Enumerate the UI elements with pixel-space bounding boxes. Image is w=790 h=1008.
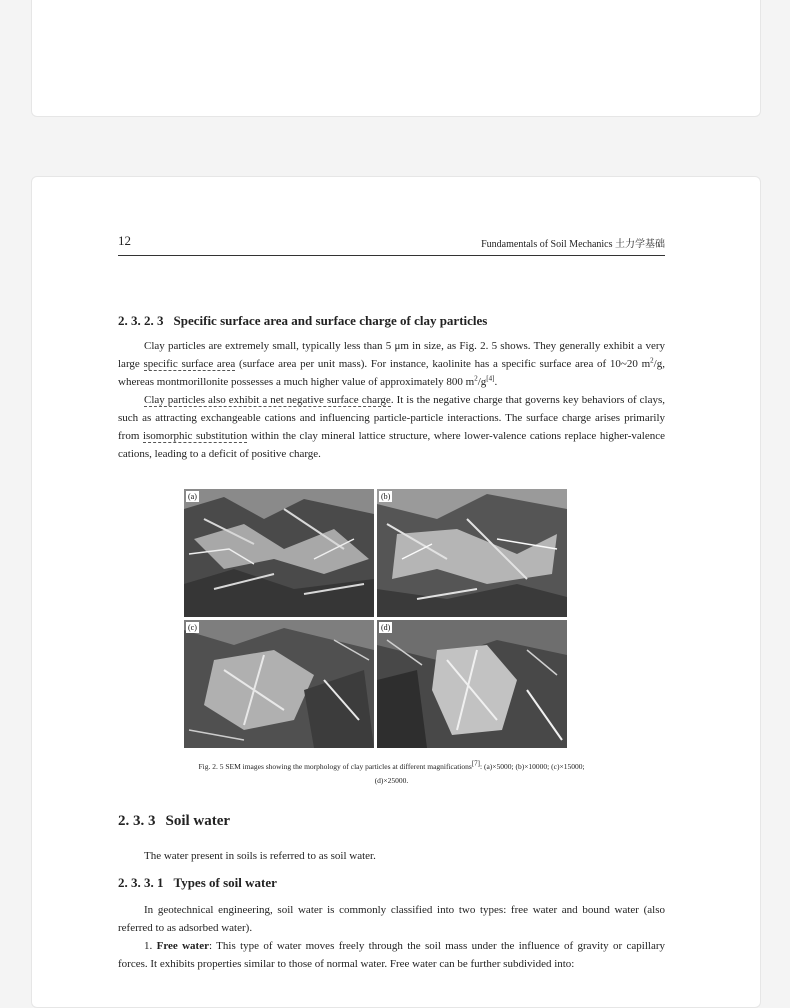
term-specific-surface-area: specific surface area [143,358,236,370]
paragraph-soil-water: The water present in soils is referred to as soil water. [144,850,376,862]
paragraph-free-water: 1. Free water: This type of water moves freely through the soil mass under the influence of gravity or capillary forces. It exhibits properties similar to those of normal water. Free water can be further subdivided into: [118,940,666,970]
page-header [118,233,665,256]
term-negative-surface-charge: Clay particles also exhibit a net negative surface charge [144,394,391,406]
panel-label: (b) [381,492,391,501]
paragraph-surface-charge: Clay particles also exhibit a net negative surface charge. It is the negative charge that governs key behaviors of clays, such as attracting exchangeable cations and influencing particle-particle interactions. The surface charge arises primarily from isomorphic substitution within the clay mineral lattice structure, where lower-valence cations replace higher-valence cations, leading to a deficit of positive charge. [118,394,665,460]
paragraph-types: In geotechnical engineering, soil water is commonly classified into two types: free water and bound water (also referred to as adsorbed water). [118,904,665,934]
running-title: Fundamentals of Soil Mechanics 土力学基础 [481,239,665,250]
section-body-2323 [118,337,665,463]
section-number: 2. 3. 2. 3 [118,313,164,328]
section-title: Soil water [165,813,231,829]
sem-figure [184,489,568,750]
section-body-2331 [118,901,665,973]
panel-label: (a) [188,492,197,501]
citation: [4] [486,374,495,383]
section-number: 2. 3. 3. 1 [118,875,164,890]
page-number: 12 [118,233,131,248]
term-free-water: Free water [156,940,209,952]
term-isomorphic-substitution: isomorphic substitution [142,430,248,442]
panel-label: (d) [381,623,391,632]
sem-image-a [184,489,374,617]
panel-label: (c) [188,623,197,632]
figure-caption: Fig. 2. 5 SEM images showing the morphology of clay particles at different magnifications[7]: (a)×5000; (b)×10000; (c)×15000; (d)×25000. [198,759,585,785]
previous-page [31,0,761,117]
section-heading-2323 [118,313,665,329]
sem-image-d [377,620,567,748]
section-title: Types of soil water [173,875,277,890]
paragraph-specific-surface: Clay particles are extremely small, typically less than 5 μm in size, as Fig. 2. 5 shows. They generally exhibit a very large specific surface area (surface area per unit mass). For instance, kaolinite has a specific surface area of 10~20 $m^2/g$, whereas montmorillonite possesses a much higher value of approximately 800 $m^2/g[4]$. [118,340,665,388]
section-heading-233 [118,813,665,830]
sem-image-c [184,620,374,748]
current-page [31,176,761,1008]
section-heading-2331 [118,875,665,891]
section-number: 2. 3. 3 [118,813,156,829]
section-title: Specific surface area and surface charge of clay particles [173,313,488,328]
sem-image-b [377,489,567,617]
section-body-233 [118,847,665,865]
